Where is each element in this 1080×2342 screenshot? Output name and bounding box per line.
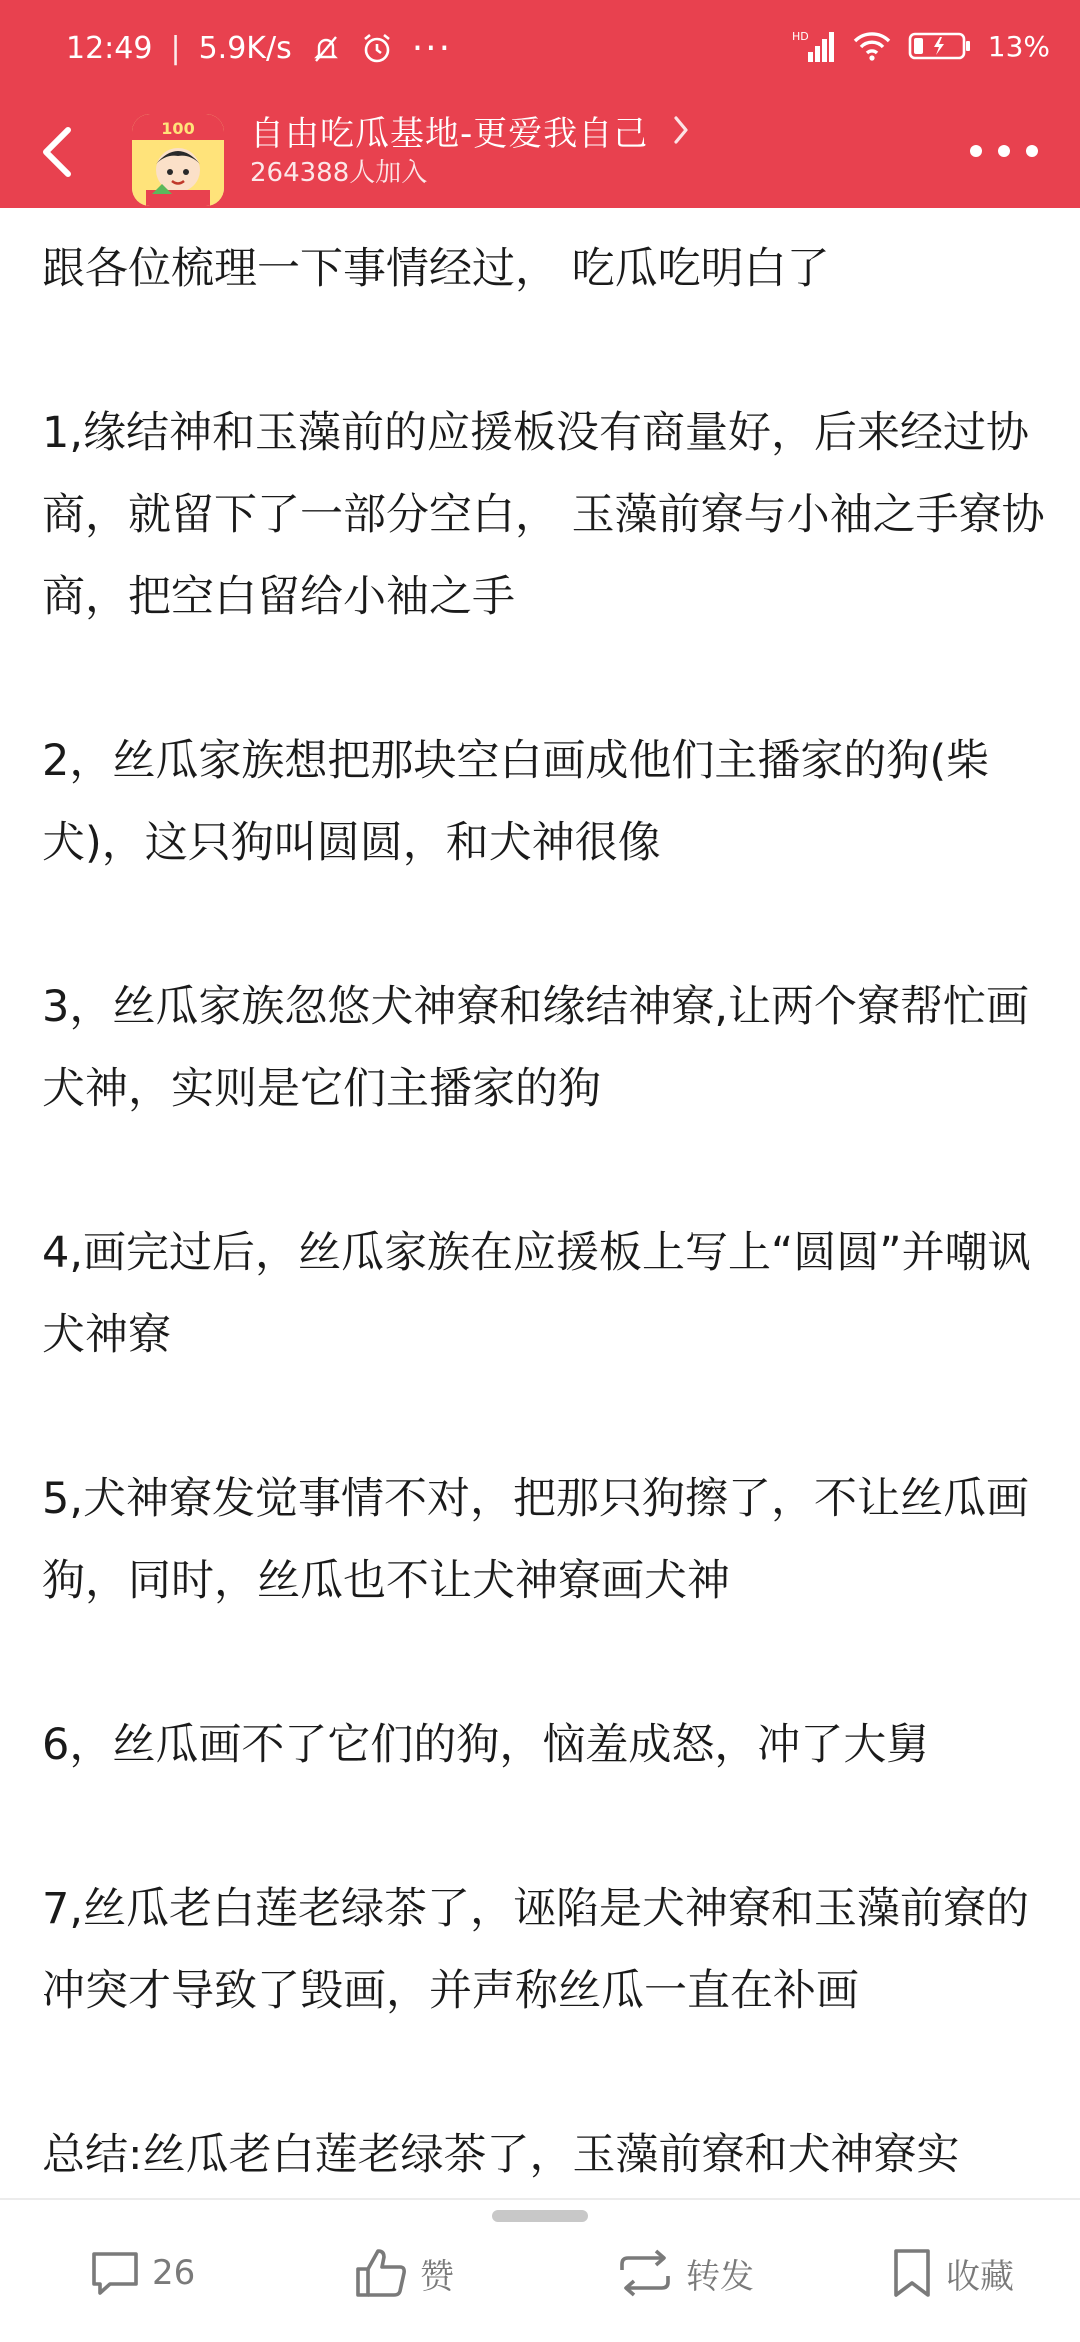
post-paragraph: 5,犬神寮发觉事情不对，把那只狗擦了，不让丝瓜画狗，同时，丝瓜也不让犬神寮画犬神 [42,1474,1030,1606]
post-paragraph: 2，丝瓜家族想把那块空白画成他们主播家的狗(柴犬)，这只狗叫圆圆，和犬神很像 [42,736,990,868]
bookmark-icon [888,2245,936,2301]
post-paragraph: 4,画完过后，丝瓜家族在应援板上写上“圆圆”并嘲讽犬神寮 [42,1228,1031,1360]
wifi-icon [852,29,892,63]
thumbs-up-icon [352,2245,410,2301]
like-button[interactable] [352,2238,454,2308]
favorite-label: 收藏 [946,2256,1014,2297]
more-options-button[interactable] [958,126,1050,176]
post-paragraph: 3，丝瓜家族忽悠犬神寮和缘结神寮,让两个寮帮忙画犬神，实则是它们主播家的狗 [42,982,1030,1114]
post-paragraph: 1,缘结神和玉藻前的应援板没有商量好，后来经过协商，就留下了一部分空白， 玉藻前寮与小袖之手寮协商，把空白留给小袖之手 [42,408,1045,622]
avatar-badge-text: 100 [161,119,195,138]
group-member-count: 264388人加入 [250,158,428,188]
share-label: 转发 [686,2256,754,2297]
signal-icon [792,28,836,64]
comment-button[interactable] [88,2238,195,2308]
back-arrow-icon [30,110,90,194]
post-paragraph: 7,丝瓜老白莲老绿茶了，诬陷是犬神寮和玉藻前寮的冲突才导致了毁画，并声称丝瓜一直在补画 [42,1884,1030,2016]
status-bar [0,0,1080,96]
back-button[interactable] [30,110,90,194]
repost-icon [614,2246,676,2300]
status-more-icon: ··· [411,28,453,69]
comment-count: 26 [152,2253,196,2293]
post-content [42,228,1052,2278]
mute-bell-icon [310,33,342,65]
like-label: 赞 [420,2256,454,2297]
network-label: HD [791,30,809,43]
post-paragraph: 总结:丝瓜老白莲老绿茶了，玉藻前寮和犬神寮实 [42,2130,960,2180]
ellipsis-icon [958,126,1050,176]
group-nav [0,96,1080,208]
drag-handle[interactable] [492,2210,588,2222]
alarm-icon [360,32,394,66]
chevron-right-icon[interactable] [668,110,694,150]
battery-icon [908,31,972,61]
share-button[interactable] [614,2238,754,2308]
status-time: 12:49 [66,31,153,66]
status-separator: | [170,31,181,66]
group-avatar[interactable] [132,114,224,206]
post-paragraph: 跟各位梳理一下事情经过， 吃瓜吃明白了 [42,244,830,294]
battery-percent: 13% [987,29,1050,63]
network-speed: 5.9K/s [198,31,292,66]
top-header [0,0,1080,208]
group-title[interactable]: 自由吃瓜基地-更爱我自己 [250,114,649,154]
post-paragraph: 6，丝瓜画不了它们的狗，恼羞成怒，冲了大舅 [42,1720,930,1770]
favorite-button[interactable] [888,2238,1014,2308]
comment-icon [88,2246,142,2300]
